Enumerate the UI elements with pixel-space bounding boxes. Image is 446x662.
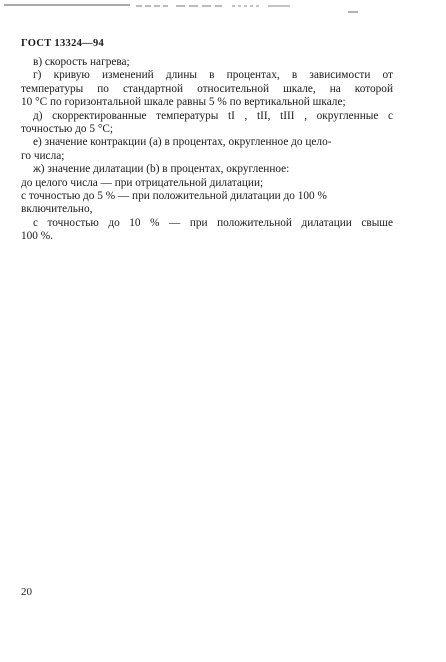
subitem-5-percent-line-1: с точностью до 5 % — при положительной дилатации до 100 % xyxy=(21,190,327,203)
item-g-line-1: г) кривую изменений длины в процентах, в зависимости от xyxy=(33,69,393,82)
item-g-line-3: 10 °С по горизонтальной шкале равны 5 % по вертикальной шкале; xyxy=(21,96,346,109)
item-d-line-2: точностью до 5 °С; xyxy=(21,123,114,136)
item-e-line-1: е) значение контракции (a) в процентах, округленное до цело- xyxy=(33,136,332,149)
subitem-10-percent-line-1: с точностью до 10 % — при положительной дилатации свыше xyxy=(33,216,393,229)
page-number: 20 xyxy=(21,586,32,598)
item-d-line-1: д) скорректированные температуры tI , tII, tIII , округленные с xyxy=(33,109,393,122)
subitem-integer: до целого числа — при отрицательной дилатации; xyxy=(21,176,264,189)
item-g-line-2: температуры по стандартной относительной шкале, на которой xyxy=(21,82,393,95)
item-v-line: в) скорость нагрева; xyxy=(33,56,130,68)
subitem-5-percent-line-2: включительно, xyxy=(21,203,93,216)
subitem-10-percent-line-2: 100 %. xyxy=(21,230,54,243)
item-zh-line: ж) значение дилатации (b) в процентах, округленное: xyxy=(33,163,290,176)
scan-edge-lines xyxy=(0,0,446,14)
body-text xyxy=(21,56,393,244)
document-code: ГОСТ 13324—94 xyxy=(21,38,105,49)
item-e-line-2: го числа; xyxy=(21,149,65,162)
